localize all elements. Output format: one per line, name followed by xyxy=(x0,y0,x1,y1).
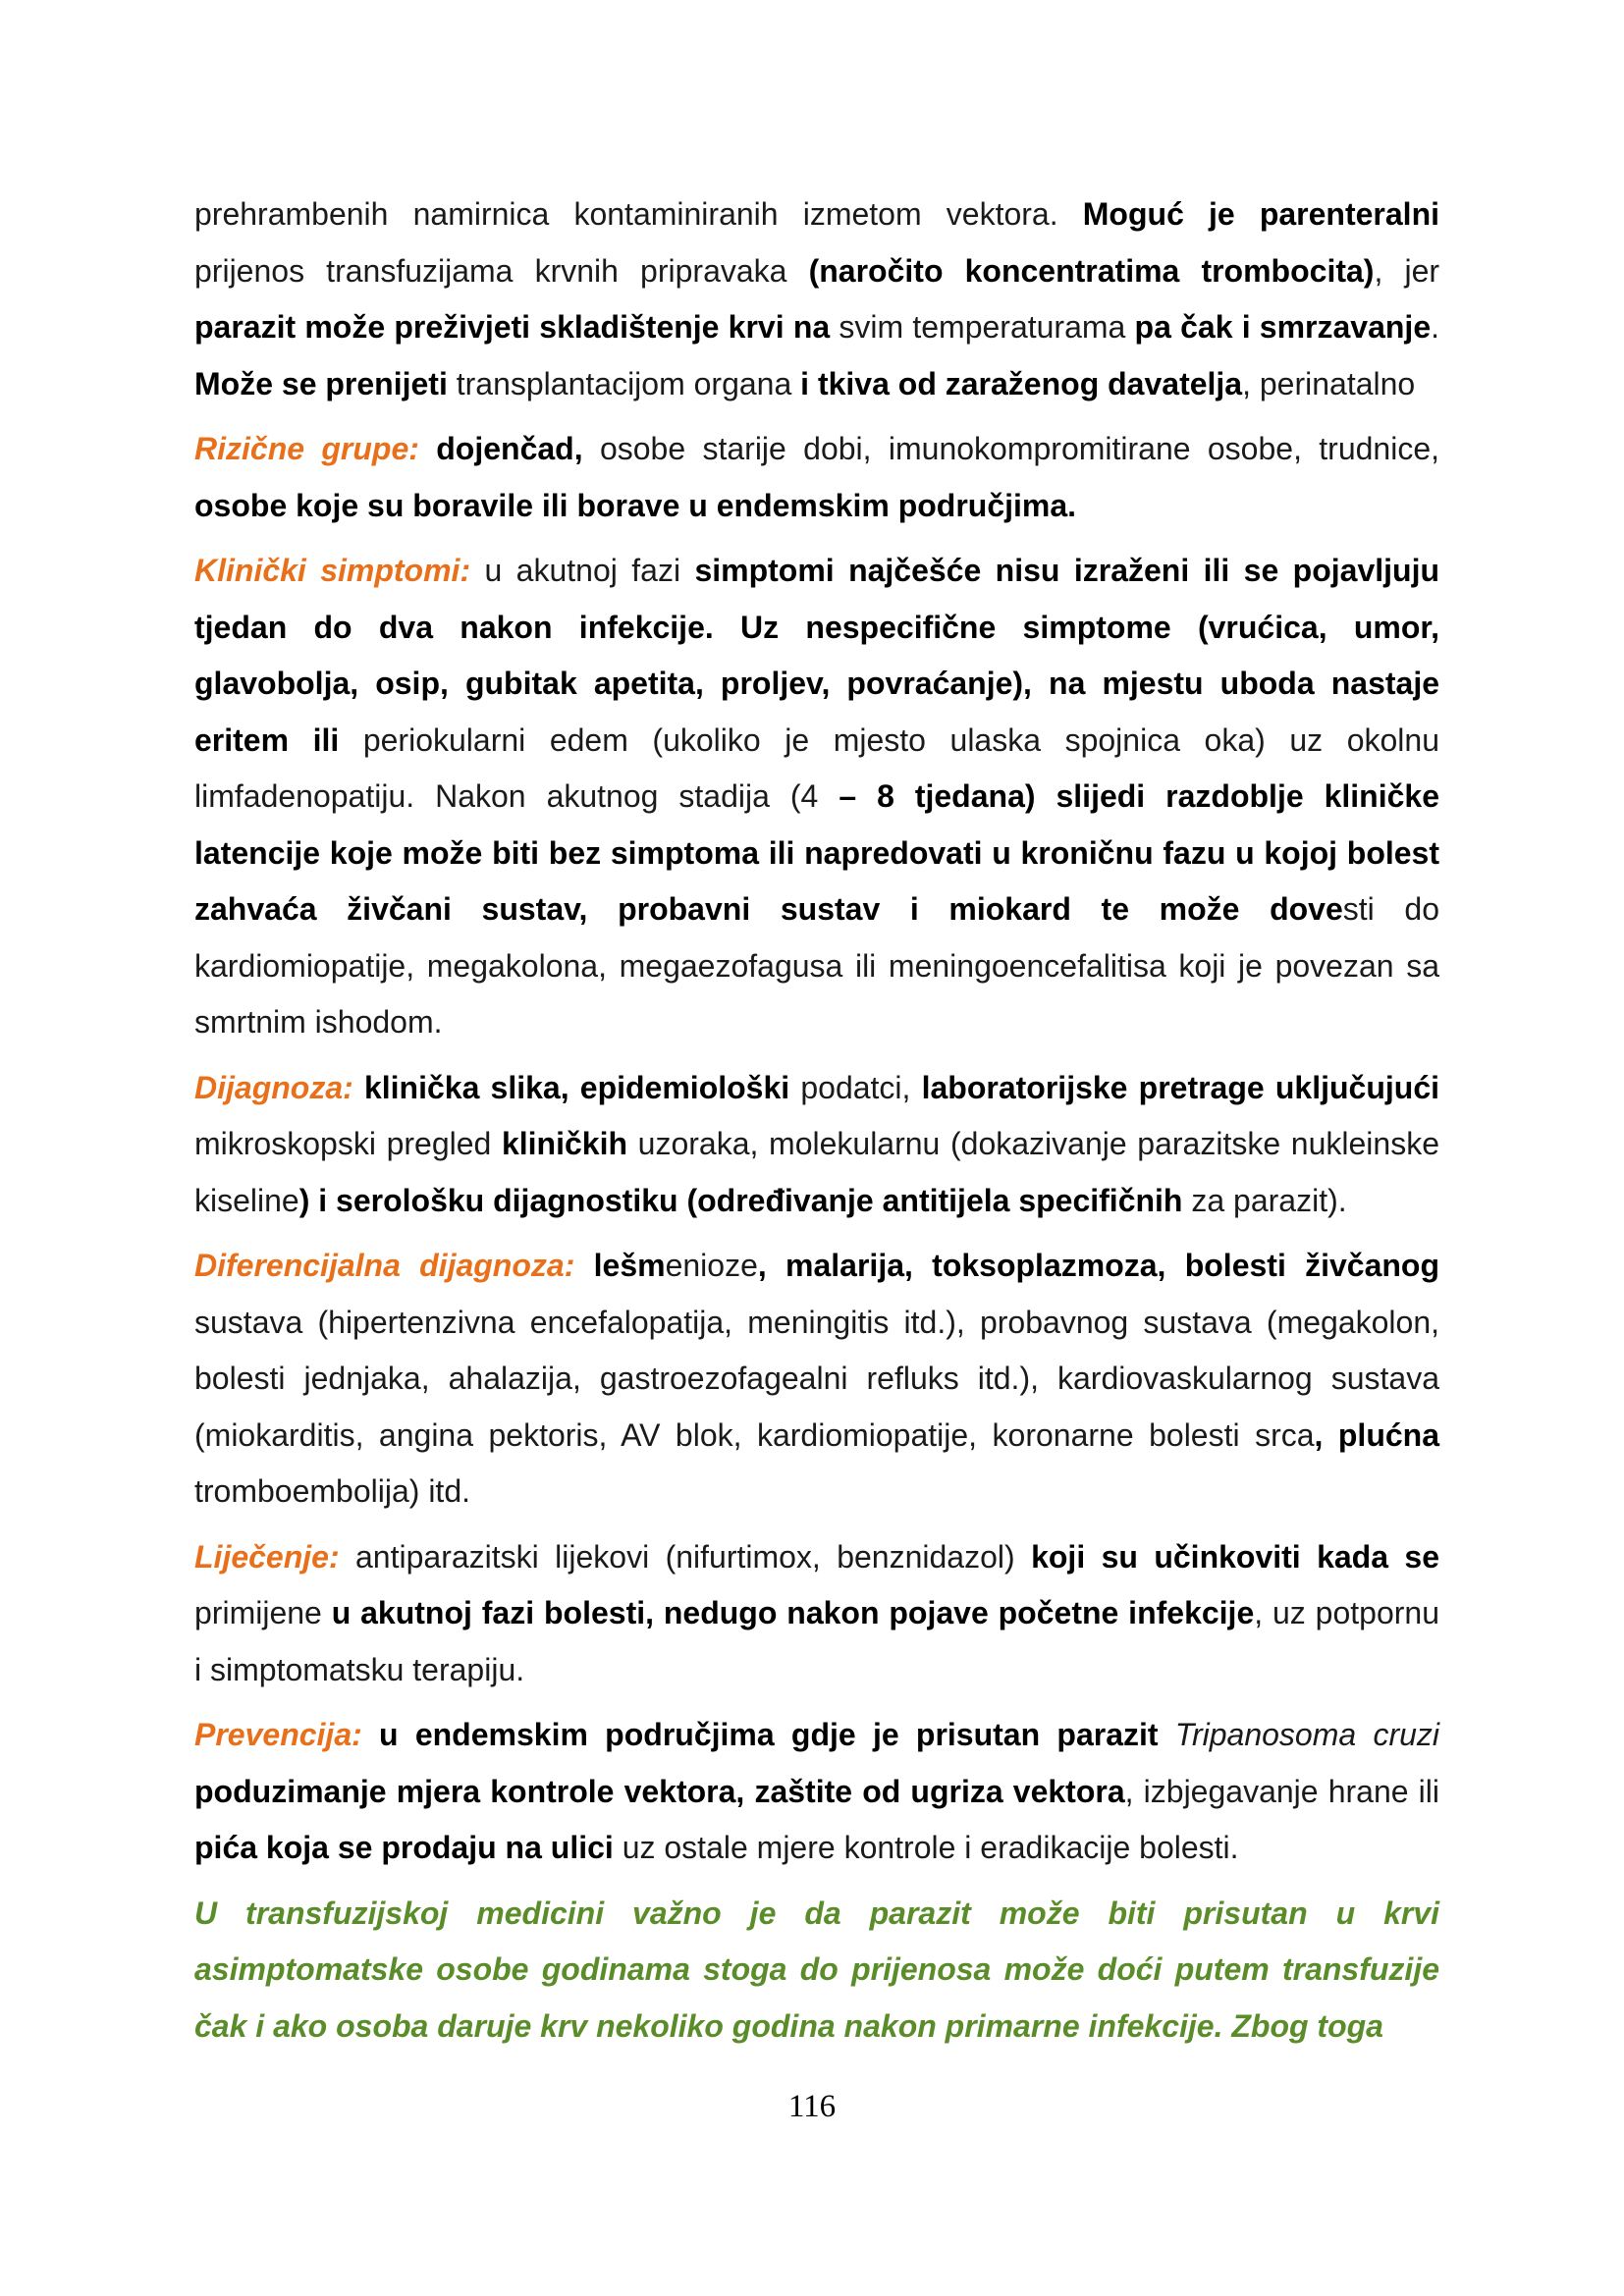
page-number: 116 xyxy=(787,2089,837,2124)
bold-span: parazit može preživjeti skladištenje krvi na xyxy=(194,309,831,345)
text-span: enioze xyxy=(665,1248,758,1283)
text-span: sustava (hipertenzivna encefalopatija, meningitis itd.), probavnog sustava (megakolon, bolesti jednjaka, ahalazija, gastroezofagealni refluks itd.), kardiovaskularnog sustava (miokarditis, angina pektoris, AV blok, kardiomiopatije, koronarne bolesti srca xyxy=(194,1304,1439,1453)
bold-span: , malarija, toksoplazmoza, bolesti živčanog xyxy=(757,1248,1440,1283)
text-span: za parazit). xyxy=(1182,1182,1347,1218)
bold-span: pića koja se prodaju na ulici xyxy=(194,1830,614,1865)
text-span: periokularni edem (ukoliko je mjesto ulaska spojnica oka) uz okolnu limfadenopatiju. Nakon akutnog stadija (4 xyxy=(194,721,1440,814)
bold-span: (naročito koncentratima trombocita) xyxy=(808,252,1375,289)
text-span: , uz potpornu i simptomatsku terapiju. xyxy=(194,1595,1440,1687)
paragraph-differential-diagnosis xyxy=(194,1238,1439,1521)
bold-span: Može se prenijeti xyxy=(194,365,448,401)
bold-span: simptomi najčešće nisu izraženi ili se pojavljuju tjedan do dva nakon infekcije. Uz nespecifične simptome (vrućica, umor, glavobolja, osip, gubitak apetita, proljev, povraćanje), na mjestu uboda nastaje eritem ili xyxy=(194,553,1439,758)
paragraph-prevention xyxy=(194,1707,1439,1877)
bold-span: ) i serološku dijagnostiku (određivanje antitijela specifičnih xyxy=(298,1182,1183,1218)
text-span: primijene xyxy=(194,1595,332,1630)
paragraph-transmission xyxy=(194,187,1439,412)
section-heading: Diferencijalna dijagnoza: xyxy=(194,1248,575,1283)
bold-span: pa čak i smrzavanje xyxy=(1134,309,1432,345)
italic-species-name: Tripanosoma cruzi xyxy=(1158,1717,1440,1752)
bold-span: – 8 tjedana) slijedi razdoblje kliničke latencije koje može biti bez simptoma ili napredovati u kroničnu fazu u kojoj bolest zahvaća živčani sustav, probavni sustav i miokard te može dove xyxy=(194,778,1440,927)
text-span: osobe starije dobi, imunokompromitirane osobe, trudnice, xyxy=(582,431,1440,466)
text-span: , perinatalno xyxy=(1242,365,1416,401)
text-span: transplantacijom organa xyxy=(447,365,801,401)
text-span: podatci, xyxy=(789,1069,922,1105)
text-span: prehrambenih namirnica kontaminiranih izmetom vektora. xyxy=(194,196,1083,232)
text-span: , jer xyxy=(1374,252,1440,289)
bold-span: laboratorijske pretrage uključujući xyxy=(921,1069,1440,1105)
section-heading: Klinički simptomi: xyxy=(194,553,471,588)
paragraph-treatment xyxy=(194,1529,1439,1699)
bold-span: i tkiva od zaraženog davatelja xyxy=(800,365,1243,401)
bold-span: u akutnoj fazi bolesti, nedugo nakon pojave početne infekcije xyxy=(331,1595,1255,1630)
document-body xyxy=(194,187,1439,2055)
paragraph-clinical-symptoms xyxy=(194,543,1439,1051)
bold-span: u endemskim područjima gdje je prisutan parazit xyxy=(361,1717,1159,1752)
text-span: svim temperaturama xyxy=(830,309,1135,345)
text-span: uz ostale mjere kontrole i eradikacije bolesti. xyxy=(613,1830,1239,1865)
text-span: prijenos transfuzijama krvnih pripravaka xyxy=(194,252,809,289)
text-span: antiparazitski lijekovi (nifurtimox, benznidazol) xyxy=(339,1538,1032,1575)
paragraph-transfusion-note: U transfuzijskoj medicini važno je da parazit može biti prisutan u krvi asimptomatske osobe godinama stoga do prijenosa može doći putem transfuzije čak i ako osoba daruje krv nekoliko godina nakon primarne infekcije. Zbog toga xyxy=(194,1895,1439,2044)
text-span: . xyxy=(1431,309,1440,345)
text-span: mikroskopski pregled xyxy=(194,1126,502,1161)
bold-span: , plućna xyxy=(1314,1416,1440,1453)
text-span: tromboembolija) itd. xyxy=(194,1473,470,1509)
bold-span: kliničkih xyxy=(501,1126,628,1161)
bold-span: dojenčad, xyxy=(418,431,583,466)
text-span: u akutnoj fazi xyxy=(470,553,695,588)
bold-span: osobe koje su boravile ili borave u endemskim područjima. xyxy=(194,487,1077,523)
section-heading: Liječenje: xyxy=(194,1538,340,1575)
paragraph-diagnosis xyxy=(194,1060,1439,1230)
text-span: sti do kardiomiopatije, megakolona, megaezofagusa ili meningoencefalitisa koji je povezan sa smrtnim ishodom. xyxy=(194,891,1440,1040)
section-heading: Rizične grupe: xyxy=(194,431,419,466)
text-span: uzoraka, molekularnu (dokazivanje parazitske nukleinske kiseline xyxy=(194,1126,1440,1218)
text-span: , izbjegavanje hrane ili xyxy=(1124,1773,1440,1809)
section-heading: Prevencija: xyxy=(194,1717,362,1752)
section-heading: Dijagnoza: xyxy=(194,1069,353,1105)
bold-span: klinička slika, epidemiološki xyxy=(352,1069,790,1105)
paragraph-risk-groups xyxy=(194,421,1439,534)
bold-span: lešm xyxy=(574,1248,666,1283)
bold-span: koji su učinkoviti kada se xyxy=(1031,1538,1440,1575)
bold-span: Moguć je parenteralni xyxy=(1082,196,1440,232)
bold-span: poduzimanje mjera kontrole vektora, zaštite od ugriza vektora xyxy=(194,1773,1125,1809)
